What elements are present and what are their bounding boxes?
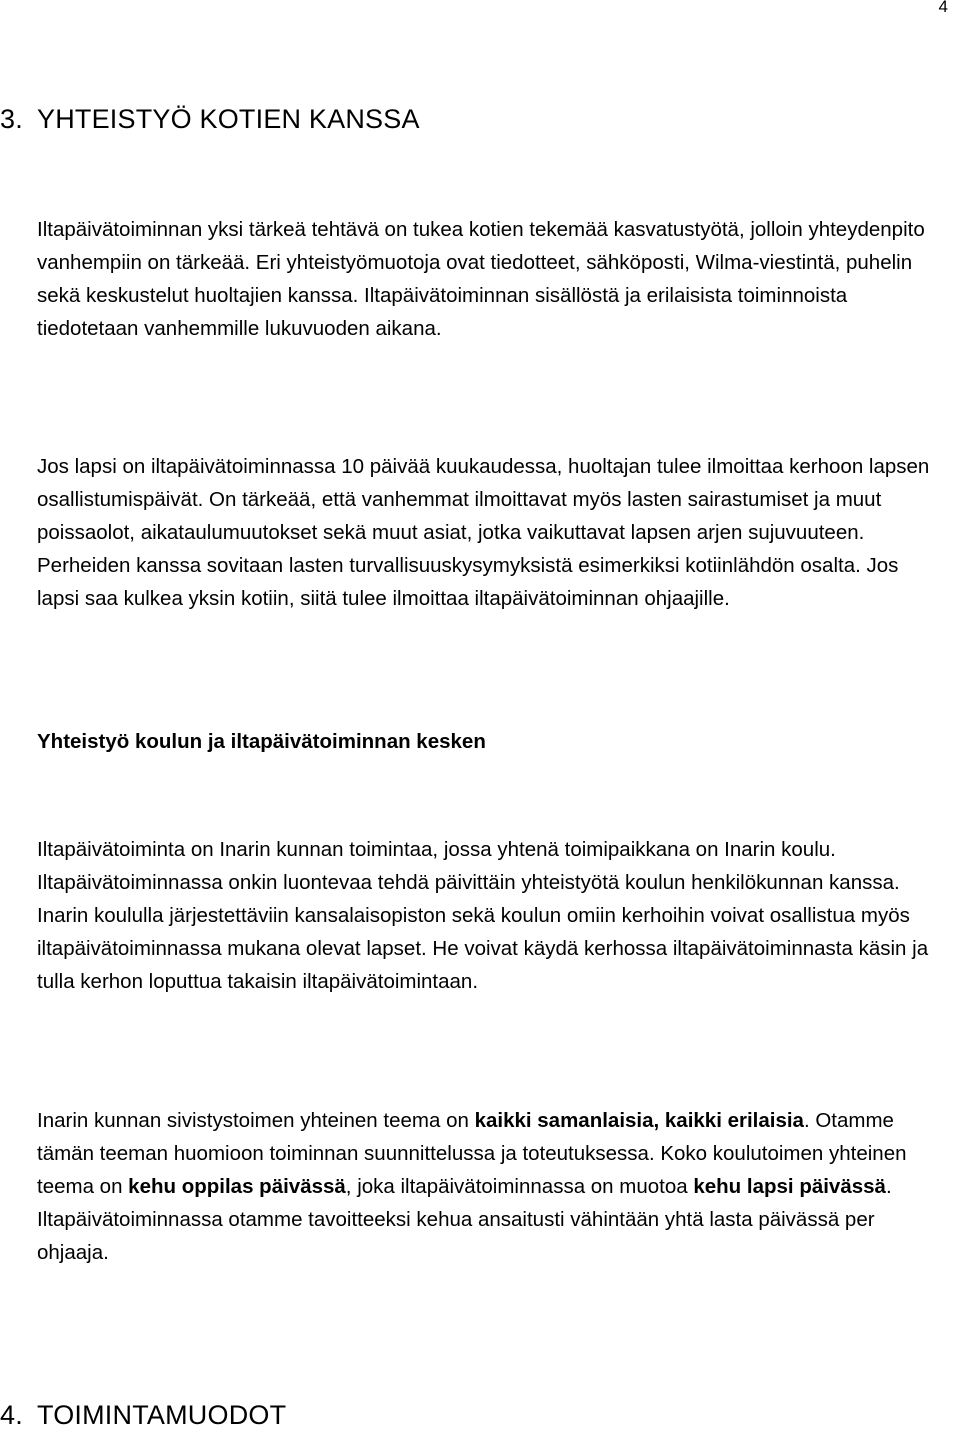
theme-bold-1: kaikki samanlaisia, kaikki erilaisia <box>474 1109 804 1132</box>
theme-bold-2: kehu oppilas päivässä <box>128 1175 346 1198</box>
theme-paragraph <box>37 1104 942 1269</box>
theme-bold-3: kehu lapsi päivässä <box>693 1175 886 1198</box>
school-cooperation-paragraph: Iltapäivätoiminta on Inarin kunnan toimintaa, jossa yhtenä toimipaikkana on Inarin koulu. Iltapäivätoiminnassa onkin luontevaa tehdä päivittäin yhteistyötä koulun henkilökunnan kanssa. Inarin koululla järjestettäviin kansalaisopiston sekä koulun omiin kerhoihin voivat osallistua myös iltapäivätoiminnassa mukana olevat lapset. He voivat käydä kerhossa iltapäivätoiminnasta käsin ja tulla kerhon loputtua takaisin iltapäivätoimintaan. <box>37 838 929 993</box>
section-4-title: TOIMINTAMUODOT <box>37 1400 287 1430</box>
theme-text-3: , joka iltapäivätoiminnassa on muotoa <box>345 1175 694 1198</box>
theme-text-4: . Iltapäivätoiminnassa otamme tavoitteeksi kehua ansaitusti vähintään yhtä lasta päivässä per ohjaaja. <box>37 1175 892 1264</box>
attendance-notification-paragraph: Jos lapsi on iltapäivätoiminnassa 10 päivää kuukaudessa, huoltajan tulee ilmoittaa kerhoon lapsen osallistumispäivät. On tärkeää, että vanhemmat ilmoittavat myös lasten sairastumiset ja muut poissaolot, aikataulumuutokset sekä muut asiat, jotka vaikuttavat lapsen arjen sujuvuuteen. Perheiden kanssa sovitaan lasten turvallisuuskysymyksistä esimerkiksi kotiinlähdön osalta. Jos lapsi saa kulkea yksin kotiin, siitä tulee ilmoittaa iltapäivätoiminnan ohjaajille. <box>37 455 930 610</box>
section-4-heading <box>0 1398 286 1432</box>
page-number: 4 <box>938 0 948 16</box>
section-3-title: YHTEISTYÖ KOTIEN KANSSA <box>37 104 420 134</box>
section-3-number: 3. <box>0 104 23 134</box>
home-cooperation-paragraph: Iltapäivätoiminnan yksi tärkeä tehtävä on tukea kotien tekemää kasvatustyötä, jolloin yhteydenpito vanhempiin on tärkeää. Eri yhteistyömuotoja ovat tiedotteet, sähköposti, Wilma-viestintä, puhelin sekä keskustelut huoltajien kanssa. Iltapäivätoiminnan sisällöstä ja erilaisista toiminnoista tiedotetaan vanhemmille lukuvuoden aikana. <box>37 218 925 340</box>
school-cooperation-subheading: Yhteistyö koulun ja iltapäivätoiminnan kesken <box>37 730 486 753</box>
section-3-heading <box>0 102 420 136</box>
section-4-number: 4. <box>0 1400 23 1430</box>
theme-text-2: . Otamme tämän teeman huomioon toiminnan suunnittelussa ja toteutuksessa. Koko koulutoimen yhteinen teema on <box>37 1109 907 1198</box>
theme-text-1: Inarin kunnan sivistystoimen yhteinen teema on <box>37 1109 475 1132</box>
